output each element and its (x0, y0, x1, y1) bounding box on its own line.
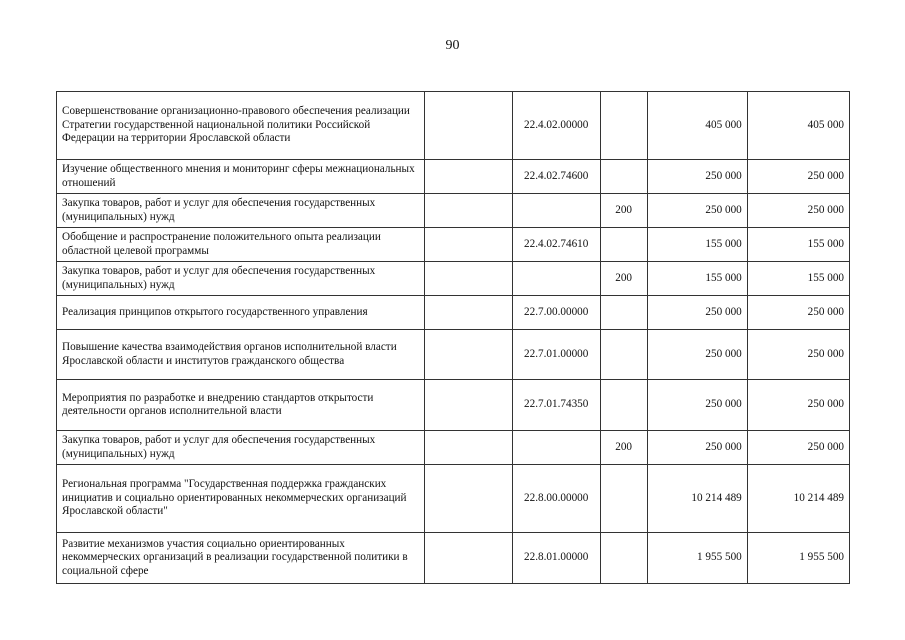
row-name: Обобщение и распространение положительного опыта реализации областной целевой программы (57, 228, 425, 262)
budget-table (56, 91, 850, 584)
row-code: 22.7.00.00000 (512, 296, 600, 330)
row-name: Совершенствование организационно-правового обеспечения реализации Стратегии государственной национальной политики Российской Федерации на территории Ярославской области (57, 92, 425, 160)
row-code: 22.4.02.74600 (512, 160, 600, 194)
row-name: Закупка товаров, работ и услуг для обеспечения государственных (муниципальных) нужд (57, 431, 425, 465)
row-code: 22.8.00.00000 (512, 465, 600, 533)
row-expense-type (600, 228, 647, 262)
row-sum-1: 250 000 (647, 431, 747, 465)
row-expense-type (600, 533, 647, 584)
row-code: 22.7.01.74350 (512, 380, 600, 431)
row-sum-2: 250 000 (747, 380, 849, 431)
table-row (57, 533, 850, 584)
row-sum-1: 250 000 (647, 296, 747, 330)
table-row (57, 431, 850, 465)
row-sum-2: 155 000 (747, 228, 849, 262)
table-row (57, 465, 850, 533)
table-row (57, 160, 850, 194)
row-sum-1: 10 214 489 (647, 465, 747, 533)
row-sum-2: 155 000 (747, 262, 849, 296)
empty-cell (424, 92, 512, 160)
row-sum-1: 1 955 500 (647, 533, 747, 584)
row-sum-2: 250 000 (747, 330, 849, 380)
row-name: Региональная программа "Государственная поддержка гражданских инициатив и социально ориентированных некоммерческих организаций Ярославской области" (57, 465, 425, 533)
row-expense-type (600, 330, 647, 380)
table-row (57, 194, 850, 228)
row-expense-type (600, 296, 647, 330)
row-sum-2: 250 000 (747, 296, 849, 330)
empty-cell (424, 431, 512, 465)
table-row (57, 228, 850, 262)
row-name: Реализация принципов открытого государственного управления (57, 296, 425, 330)
row-sum-1: 250 000 (647, 330, 747, 380)
row-expense-type (600, 465, 647, 533)
row-sum-2: 250 000 (747, 431, 849, 465)
row-code: 22.4.02.74610 (512, 228, 600, 262)
row-code: 22.8.01.00000 (512, 533, 600, 584)
row-sum-2: 10 214 489 (747, 465, 849, 533)
row-name: Повышение качества взаимодействия органов исполнительной власти Ярославской области и институтов гражданского общества (57, 330, 425, 380)
empty-cell (424, 465, 512, 533)
page-number: 90 (445, 38, 460, 53)
table-row (57, 296, 850, 330)
empty-cell (424, 262, 512, 296)
table-row (57, 92, 850, 160)
empty-cell (424, 330, 512, 380)
empty-cell (424, 228, 512, 262)
row-expense-type: 200 (600, 194, 647, 228)
row-code (512, 262, 600, 296)
row-sum-1: 250 000 (647, 194, 747, 228)
row-sum-2: 250 000 (747, 160, 849, 194)
empty-cell (424, 160, 512, 194)
empty-cell (424, 533, 512, 584)
row-name: Закупка товаров, работ и услуг для обеспечения государственных (муниципальных) нужд (57, 262, 425, 296)
row-sum-1: 250 000 (647, 160, 747, 194)
row-expense-type (600, 92, 647, 160)
row-sum-2: 405 000 (747, 92, 849, 160)
row-name: Мероприятия по разработке и внедрению стандартов открытости деятельности органов исполнительной власти (57, 380, 425, 431)
row-name: Изучение общественного мнения и мониторинг сферы межнациональных отношений (57, 160, 425, 194)
row-sum-2: 1 955 500 (747, 533, 849, 584)
empty-cell (424, 194, 512, 228)
empty-cell (424, 296, 512, 330)
row-code: 22.7.01.00000 (512, 330, 600, 380)
row-expense-type: 200 (600, 262, 647, 296)
table-row (57, 380, 850, 431)
table-row (57, 262, 850, 296)
row-name: Закупка товаров, работ и услуг для обеспечения государственных (муниципальных) нужд (57, 194, 425, 228)
table-row (57, 330, 850, 380)
row-expense-type (600, 160, 647, 194)
row-sum-1: 155 000 (647, 262, 747, 296)
row-sum-2: 250 000 (747, 194, 849, 228)
empty-cell (424, 380, 512, 431)
row-name: Развитие механизмов участия социально ориентированных некоммерческих организаций в реализации государственной политики в социальной сфере (57, 533, 425, 584)
row-sum-1: 155 000 (647, 228, 747, 262)
row-expense-type: 200 (600, 431, 647, 465)
row-sum-1: 405 000 (647, 92, 747, 160)
row-code: 22.4.02.00000 (512, 92, 600, 160)
row-code (512, 431, 600, 465)
row-expense-type (600, 380, 647, 431)
row-code (512, 194, 600, 228)
row-sum-1: 250 000 (647, 380, 747, 431)
